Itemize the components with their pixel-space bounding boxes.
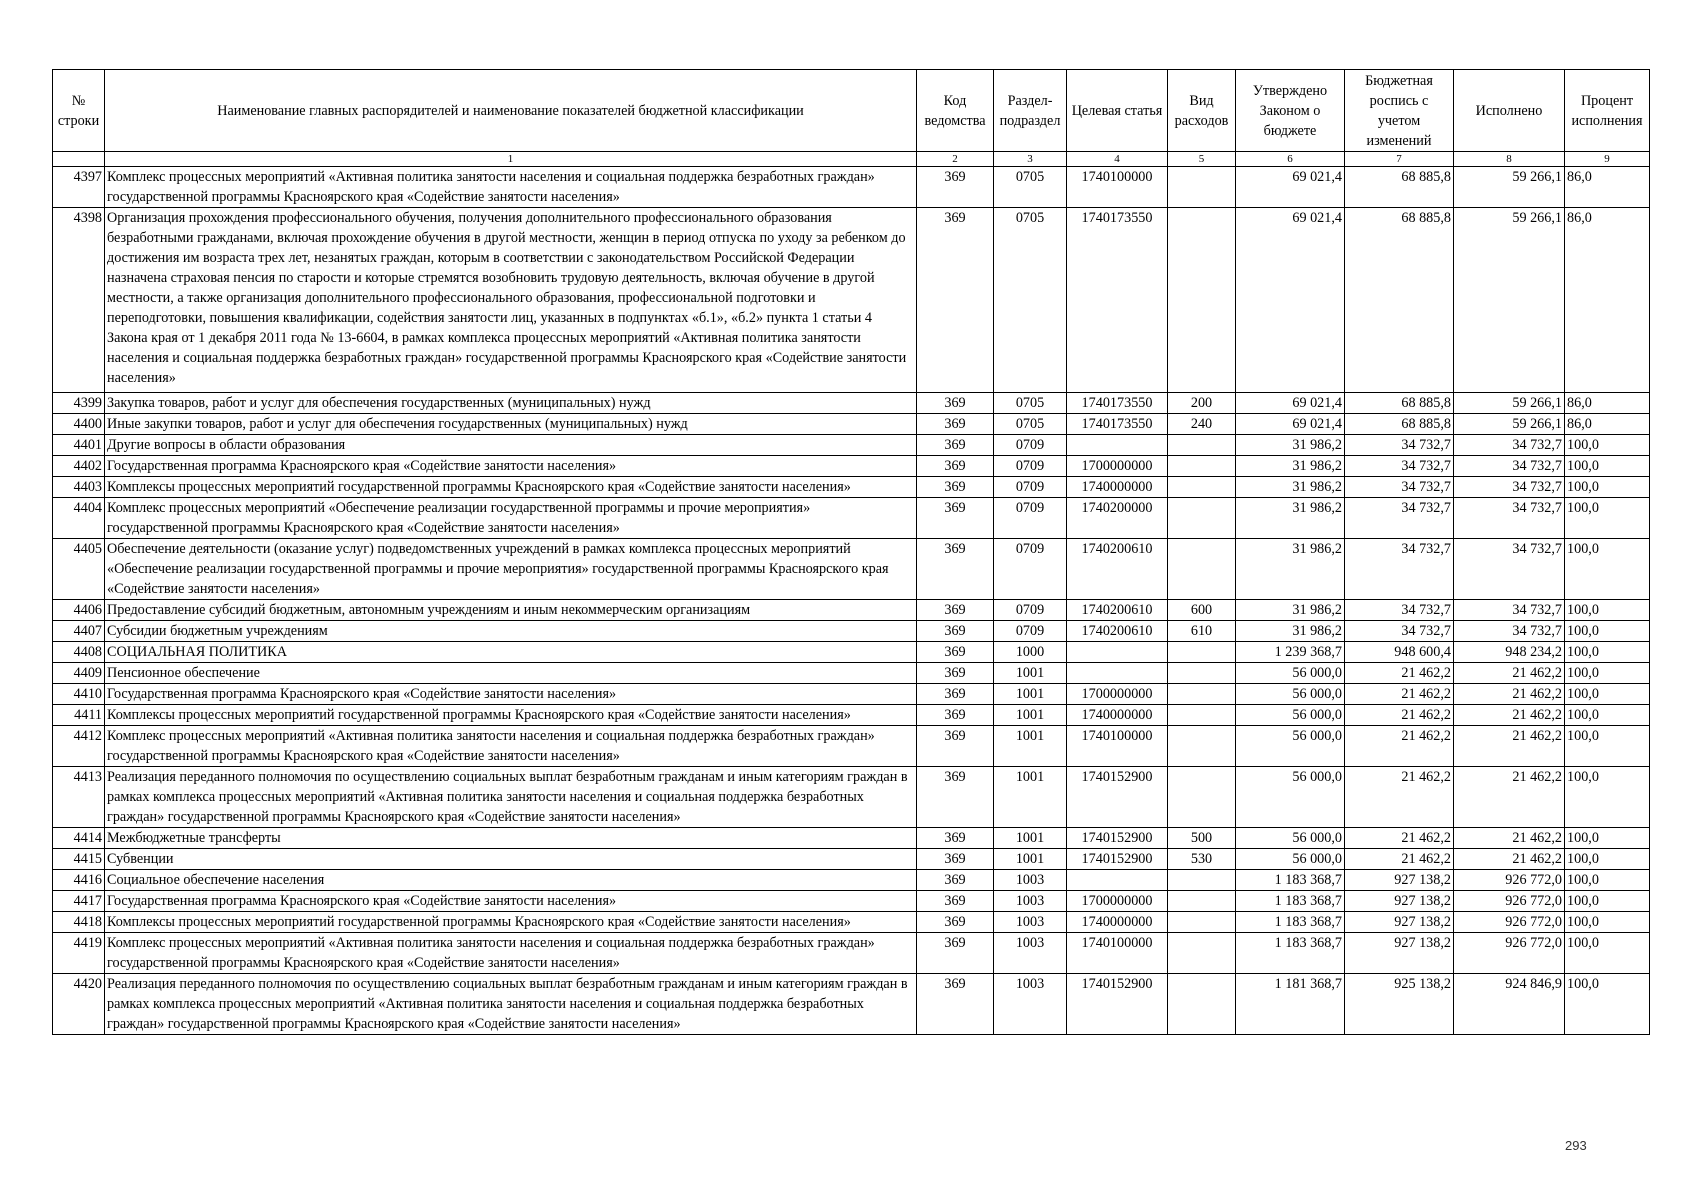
dept-code-cell: 369 (917, 414, 994, 435)
column-number-blank (53, 152, 105, 167)
column-number: 3 (994, 152, 1067, 167)
section-cell: 1003 (994, 974, 1067, 1035)
section-cell: 0705 (994, 167, 1067, 208)
row-name-cell: Пенсионное обеспечение (105, 663, 917, 684)
percent-cell: 86,0 (1565, 167, 1650, 208)
approved-amount-cell: 56 000,0 (1236, 726, 1345, 767)
target-article-cell: 1740173550 (1067, 393, 1168, 414)
row-number-cell: 4403 (53, 477, 105, 498)
budget-amount-cell: 21 462,2 (1345, 767, 1454, 828)
header-section: Раздел-подраздел (994, 70, 1067, 152)
row-name-cell: Реализация переданного полномочия по осуществлению социальных выплат безработным гражданам и иным категориям граждан в рамках комплекса процессных мероприятий «Активная политика занятости населения и социальная поддержка безработных граждан» государственной программы Красноярского края «Содействие занятости населения» (105, 974, 917, 1035)
expense-type-cell (1168, 933, 1236, 974)
section-cell: 0709 (994, 435, 1067, 456)
expense-type-cell (1168, 767, 1236, 828)
target-article-cell: 1700000000 (1067, 891, 1168, 912)
section-cell: 0709 (994, 477, 1067, 498)
header-name: Наименование главных распорядителей и наименование показателей бюджетной классификации (105, 70, 917, 152)
row-number-cell: 4409 (53, 663, 105, 684)
percent-cell: 100,0 (1565, 870, 1650, 891)
budget-amount-cell: 34 732,7 (1345, 477, 1454, 498)
approved-amount-cell: 1 183 368,7 (1236, 912, 1345, 933)
table-row (53, 933, 1650, 974)
target-article-cell: 1700000000 (1067, 684, 1168, 705)
section-cell: 1001 (994, 684, 1067, 705)
dept-code-cell: 369 (917, 456, 994, 477)
approved-amount-cell: 31 986,2 (1236, 621, 1345, 642)
row-number-cell: 4419 (53, 933, 105, 974)
row-name-cell: Комплексы процессных мероприятий государственной программы Красноярского края «Содействие занятости населения» (105, 912, 917, 933)
section-cell: 1001 (994, 849, 1067, 870)
table-row (53, 870, 1650, 891)
row-name-cell: Комплекс процессных мероприятий «Активная политика занятости населения и социальная поддержка безработных граждан» государственной программы Красноярского края «Содействие занятости населения» (105, 933, 917, 974)
executed-amount-cell: 34 732,7 (1454, 456, 1565, 477)
section-cell: 0709 (994, 539, 1067, 600)
target-article-cell: 1740000000 (1067, 477, 1168, 498)
approved-amount-cell: 31 986,2 (1236, 456, 1345, 477)
dept-code-cell: 369 (917, 208, 994, 393)
expense-type-cell (1168, 477, 1236, 498)
budget-amount-cell: 21 462,2 (1345, 828, 1454, 849)
expense-type-cell: 530 (1168, 849, 1236, 870)
budget-amount-cell: 927 138,2 (1345, 891, 1454, 912)
column-number: 7 (1345, 152, 1454, 167)
percent-cell: 100,0 (1565, 684, 1650, 705)
executed-amount-cell: 59 266,1 (1454, 414, 1565, 435)
budget-amount-cell: 21 462,2 (1345, 663, 1454, 684)
percent-cell: 100,0 (1565, 767, 1650, 828)
percent-cell: 100,0 (1565, 849, 1650, 870)
table-row (53, 393, 1650, 414)
table-body (53, 167, 1650, 1035)
row-number-cell: 4398 (53, 208, 105, 393)
budget-amount-cell: 21 462,2 (1345, 726, 1454, 767)
row-name-cell: Комплексы процессных мероприятий государственной программы Красноярского края «Содействие занятости населения» (105, 477, 917, 498)
table-header-row (53, 70, 1650, 152)
row-number-cell: 4420 (53, 974, 105, 1035)
approved-amount-cell: 56 000,0 (1236, 705, 1345, 726)
header-expense-type: Вид расходов (1168, 70, 1236, 152)
budget-amount-cell: 927 138,2 (1345, 870, 1454, 891)
row-name-cell: Государственная программа Красноярского края «Содействие занятости населения» (105, 684, 917, 705)
percent-cell: 100,0 (1565, 663, 1650, 684)
approved-amount-cell: 1 181 368,7 (1236, 974, 1345, 1035)
dept-code-cell: 369 (917, 393, 994, 414)
dept-code-cell: 369 (917, 974, 994, 1035)
row-number-cell: 4400 (53, 414, 105, 435)
section-cell: 1003 (994, 870, 1067, 891)
column-number: 8 (1454, 152, 1565, 167)
expense-type-cell (1168, 912, 1236, 933)
approved-amount-cell: 56 000,0 (1236, 767, 1345, 828)
expense-type-cell (1168, 870, 1236, 891)
percent-cell: 100,0 (1565, 828, 1650, 849)
budget-amount-cell: 68 885,8 (1345, 167, 1454, 208)
section-cell: 0709 (994, 498, 1067, 539)
column-number: 9 (1565, 152, 1650, 167)
approved-amount-cell: 69 021,4 (1236, 414, 1345, 435)
row-number-cell: 4399 (53, 393, 105, 414)
row-name-cell: Иные закупки товаров, работ и услуг для обеспечения государственных (муниципальных) нужд (105, 414, 917, 435)
budget-amount-cell: 927 138,2 (1345, 933, 1454, 974)
percent-cell: 86,0 (1565, 208, 1650, 393)
row-name-cell: Государственная программа Красноярского края «Содействие занятости населения» (105, 456, 917, 477)
expense-type-cell: 200 (1168, 393, 1236, 414)
header-executed: Исполнено (1454, 70, 1565, 152)
section-cell: 1001 (994, 767, 1067, 828)
percent-cell: 100,0 (1565, 891, 1650, 912)
budget-amount-cell: 34 732,7 (1345, 498, 1454, 539)
approved-amount-cell: 31 986,2 (1236, 477, 1345, 498)
row-number-cell: 4407 (53, 621, 105, 642)
row-number-cell: 4417 (53, 891, 105, 912)
expense-type-cell (1168, 208, 1236, 393)
percent-cell: 100,0 (1565, 498, 1650, 539)
approved-amount-cell: 1 183 368,7 (1236, 933, 1345, 974)
target-article-cell (1067, 435, 1168, 456)
approved-amount-cell: 69 021,4 (1236, 393, 1345, 414)
table-row (53, 435, 1650, 456)
target-article-cell: 1740152900 (1067, 974, 1168, 1035)
target-article-cell: 1740100000 (1067, 726, 1168, 767)
section-cell: 0709 (994, 621, 1067, 642)
section-cell: 1003 (994, 891, 1067, 912)
target-article-cell: 1740200000 (1067, 498, 1168, 539)
percent-cell: 100,0 (1565, 726, 1650, 767)
column-number-row (53, 152, 1650, 167)
budget-amount-cell: 68 885,8 (1345, 414, 1454, 435)
executed-amount-cell: 21 462,2 (1454, 705, 1565, 726)
table-row (53, 621, 1650, 642)
expense-type-cell: 610 (1168, 621, 1236, 642)
approved-amount-cell: 1 239 368,7 (1236, 642, 1345, 663)
percent-cell: 100,0 (1565, 705, 1650, 726)
table-row (53, 767, 1650, 828)
executed-amount-cell: 59 266,1 (1454, 167, 1565, 208)
header-dept-code: Код ведомства (917, 70, 994, 152)
expense-type-cell: 500 (1168, 828, 1236, 849)
column-number: 6 (1236, 152, 1345, 167)
row-name-cell: Субсидии бюджетным учреждениям (105, 621, 917, 642)
expense-type-cell (1168, 891, 1236, 912)
dept-code-cell: 369 (917, 539, 994, 600)
expense-type-cell (1168, 456, 1236, 477)
executed-amount-cell: 926 772,0 (1454, 933, 1565, 974)
dept-code-cell: 369 (917, 498, 994, 539)
executed-amount-cell: 34 732,7 (1454, 477, 1565, 498)
percent-cell: 100,0 (1565, 933, 1650, 974)
row-name-cell: Комплекс процессных мероприятий «Активная политика занятости населения и социальная поддержка безработных граждан» государственной программы Красноярского края «Содействие занятости населения» (105, 726, 917, 767)
percent-cell: 86,0 (1565, 414, 1650, 435)
table-row (53, 477, 1650, 498)
executed-amount-cell: 926 772,0 (1454, 870, 1565, 891)
percent-cell: 100,0 (1565, 600, 1650, 621)
target-article-cell: 1740000000 (1067, 705, 1168, 726)
section-cell: 1001 (994, 705, 1067, 726)
executed-amount-cell: 34 732,7 (1454, 621, 1565, 642)
table-row (53, 414, 1650, 435)
section-cell: 1000 (994, 642, 1067, 663)
row-name-cell: Комплексы процессных мероприятий государственной программы Красноярского края «Содействие занятости населения» (105, 705, 917, 726)
executed-amount-cell: 59 266,1 (1454, 393, 1565, 414)
approved-amount-cell: 56 000,0 (1236, 684, 1345, 705)
header-percent: Процент исполнения (1565, 70, 1650, 152)
row-name-cell: Государственная программа Красноярского края «Содействие занятости населения» (105, 891, 917, 912)
table-row (53, 208, 1650, 393)
budget-amount-cell: 21 462,2 (1345, 849, 1454, 870)
dept-code-cell: 369 (917, 435, 994, 456)
approved-amount-cell: 1 183 368,7 (1236, 891, 1345, 912)
executed-amount-cell: 948 234,2 (1454, 642, 1565, 663)
dept-code-cell: 369 (917, 912, 994, 933)
row-number-cell: 4406 (53, 600, 105, 621)
row-name-cell: Другие вопросы в области образования (105, 435, 917, 456)
section-cell: 1001 (994, 726, 1067, 767)
section-cell: 1001 (994, 663, 1067, 684)
header-approved: Утверждено Законом о бюджете (1236, 70, 1345, 152)
table-row (53, 167, 1650, 208)
expense-type-cell (1168, 642, 1236, 663)
dept-code-cell: 369 (917, 167, 994, 208)
table-row (53, 974, 1650, 1035)
table-row (53, 912, 1650, 933)
section-cell: 0709 (994, 456, 1067, 477)
executed-amount-cell: 21 462,2 (1454, 849, 1565, 870)
table-row (53, 600, 1650, 621)
expense-type-cell: 240 (1168, 414, 1236, 435)
budget-amount-cell: 21 462,2 (1345, 705, 1454, 726)
budget-amount-cell: 34 732,7 (1345, 456, 1454, 477)
dept-code-cell: 369 (917, 767, 994, 828)
table-row (53, 849, 1650, 870)
executed-amount-cell: 34 732,7 (1454, 435, 1565, 456)
section-cell: 0709 (994, 600, 1067, 621)
table-row (53, 498, 1650, 539)
row-number-cell: 4415 (53, 849, 105, 870)
executed-amount-cell: 59 266,1 (1454, 208, 1565, 393)
column-number: 1 (105, 152, 917, 167)
percent-cell: 100,0 (1565, 539, 1650, 600)
approved-amount-cell: 31 986,2 (1236, 498, 1345, 539)
approved-amount-cell: 69 021,4 (1236, 208, 1345, 393)
approved-amount-cell: 31 986,2 (1236, 600, 1345, 621)
table-row (53, 456, 1650, 477)
budget-amount-cell: 925 138,2 (1345, 974, 1454, 1035)
dept-code-cell: 369 (917, 828, 994, 849)
percent-cell: 100,0 (1565, 642, 1650, 663)
budget-amount-cell: 68 885,8 (1345, 393, 1454, 414)
row-number-cell: 4411 (53, 705, 105, 726)
row-name-cell: Комплекс процессных мероприятий «Активная политика занятости населения и социальная поддержка безработных граждан» государственной программы Красноярского края «Содействие занятости населения» (105, 167, 917, 208)
budget-execution-table (52, 69, 1650, 1035)
row-name-cell: Организация прохождения профессионального обучения, получения дополнительного профессионального образования безработными гражданами, включая прохождение обучения в другой местности, женщин в период отпуска по уходу за ребенком до достижения им возраста трех лет, незанятых граждан, которым в соответствии с законодательством Российской Федерации назначена страховая пенсия по старости и которые стремятся возобновить трудовую деятельность, включая обучение в другой местности, а также организация дополнительного профессионального образования, профессиональной подготовки и переподготовки, повышения квалификации, содействия занятости лиц, указанных в подпунктах «б.1», «б.2» пункта 1 статьи 4 Закона края от 1 декабря 2011 года № 13-6604, в рамках комплекса процессных мероприятий «Активная политика занятости населения и социальная поддержка безработных граждан» государственной программы Красноярского края «Содействие занятости населения» (105, 208, 917, 393)
dept-code-cell: 369 (917, 621, 994, 642)
approved-amount-cell: 69 021,4 (1236, 167, 1345, 208)
percent-cell: 100,0 (1565, 912, 1650, 933)
target-article-cell: 1700000000 (1067, 456, 1168, 477)
column-number: 4 (1067, 152, 1168, 167)
executed-amount-cell: 21 462,2 (1454, 726, 1565, 767)
executed-amount-cell: 34 732,7 (1454, 539, 1565, 600)
expense-type-cell: 600 (1168, 600, 1236, 621)
budget-amount-cell: 34 732,7 (1345, 435, 1454, 456)
budget-amount-cell: 34 732,7 (1345, 621, 1454, 642)
row-number-cell: 4404 (53, 498, 105, 539)
column-number: 2 (917, 152, 994, 167)
section-cell: 1003 (994, 933, 1067, 974)
executed-amount-cell: 21 462,2 (1454, 663, 1565, 684)
dept-code-cell: 369 (917, 642, 994, 663)
dept-code-cell: 369 (917, 477, 994, 498)
section-cell: 1003 (994, 912, 1067, 933)
row-name-cell: СОЦИАЛЬНАЯ ПОЛИТИКА (105, 642, 917, 663)
row-name-cell: Субвенции (105, 849, 917, 870)
target-article-cell: 1740200610 (1067, 600, 1168, 621)
percent-cell: 100,0 (1565, 477, 1650, 498)
dept-code-cell: 369 (917, 870, 994, 891)
target-article-cell (1067, 663, 1168, 684)
dept-code-cell: 369 (917, 933, 994, 974)
executed-amount-cell: 34 732,7 (1454, 498, 1565, 539)
expense-type-cell (1168, 974, 1236, 1035)
expense-type-cell (1168, 726, 1236, 767)
target-article-cell: 1740152900 (1067, 828, 1168, 849)
page-number: 293 (1565, 1138, 1587, 1153)
expense-type-cell (1168, 167, 1236, 208)
row-number-cell: 4401 (53, 435, 105, 456)
target-article-cell: 1740152900 (1067, 849, 1168, 870)
table-row (53, 539, 1650, 600)
budget-amount-cell: 68 885,8 (1345, 208, 1454, 393)
budget-amount-cell: 34 732,7 (1345, 600, 1454, 621)
target-article-cell: 1740000000 (1067, 912, 1168, 933)
section-cell: 0705 (994, 414, 1067, 435)
dept-code-cell: 369 (917, 684, 994, 705)
header-budget-schedule: Бюджетная роспись с учетом изменений (1345, 70, 1454, 152)
table-row (53, 705, 1650, 726)
budget-amount-cell: 34 732,7 (1345, 539, 1454, 600)
table-row (53, 663, 1650, 684)
row-number-cell: 4405 (53, 539, 105, 600)
table-row (53, 642, 1650, 663)
percent-cell: 100,0 (1565, 435, 1650, 456)
percent-cell: 100,0 (1565, 621, 1650, 642)
expense-type-cell (1168, 705, 1236, 726)
row-number-cell: 4416 (53, 870, 105, 891)
target-article-cell (1067, 642, 1168, 663)
table-row (53, 726, 1650, 767)
row-name-cell: Предоставление субсидий бюджетным, автономным учреждениям и иным некоммерческим организациям (105, 600, 917, 621)
row-name-cell: Социальное обеспечение населения (105, 870, 917, 891)
expense-type-cell (1168, 435, 1236, 456)
section-cell: 0705 (994, 393, 1067, 414)
approved-amount-cell: 56 000,0 (1236, 849, 1345, 870)
row-name-cell: Комплекс процессных мероприятий «Обеспечение реализации государственной программы и прочие мероприятия» государственной программы Красноярского края «Содействие занятости населения» (105, 498, 917, 539)
target-article-cell: 1740200610 (1067, 539, 1168, 600)
row-name-cell: Реализация переданного полномочия по осуществлению социальных выплат безработным гражданам и иным категориям граждан в рамках комплекса процессных мероприятий «Активная политика занятости населения и социальная поддержка безработных граждан» государственной программы Красноярского края «Содействие занятости населения» (105, 767, 917, 828)
target-article-cell: 1740152900 (1067, 767, 1168, 828)
expense-type-cell (1168, 498, 1236, 539)
dept-code-cell: 369 (917, 849, 994, 870)
target-article-cell: 1740173550 (1067, 208, 1168, 393)
percent-cell: 100,0 (1565, 974, 1650, 1035)
expense-type-cell (1168, 663, 1236, 684)
header-row-number: № строки (53, 70, 105, 152)
dept-code-cell: 369 (917, 705, 994, 726)
approved-amount-cell: 56 000,0 (1236, 663, 1345, 684)
executed-amount-cell: 21 462,2 (1454, 684, 1565, 705)
row-number-cell: 4413 (53, 767, 105, 828)
row-number-cell: 4402 (53, 456, 105, 477)
header-target-article: Целевая статья (1067, 70, 1168, 152)
approved-amount-cell: 1 183 368,7 (1236, 870, 1345, 891)
target-article-cell: 1740100000 (1067, 933, 1168, 974)
dept-code-cell: 369 (917, 891, 994, 912)
approved-amount-cell: 31 986,2 (1236, 539, 1345, 600)
expense-type-cell (1168, 539, 1236, 600)
dept-code-cell: 369 (917, 600, 994, 621)
row-number-cell: 4408 (53, 642, 105, 663)
percent-cell: 100,0 (1565, 456, 1650, 477)
section-cell: 1001 (994, 828, 1067, 849)
target-article-cell (1067, 870, 1168, 891)
executed-amount-cell: 926 772,0 (1454, 891, 1565, 912)
row-name-cell: Межбюджетные трансферты (105, 828, 917, 849)
target-article-cell: 1740100000 (1067, 167, 1168, 208)
table-row (53, 891, 1650, 912)
executed-amount-cell: 21 462,2 (1454, 828, 1565, 849)
percent-cell: 86,0 (1565, 393, 1650, 414)
budget-amount-cell: 21 462,2 (1345, 684, 1454, 705)
budget-amount-cell: 948 600,4 (1345, 642, 1454, 663)
approved-amount-cell: 56 000,0 (1236, 828, 1345, 849)
table-row (53, 828, 1650, 849)
row-number-cell: 4410 (53, 684, 105, 705)
row-number-cell: 4414 (53, 828, 105, 849)
target-article-cell: 1740173550 (1067, 414, 1168, 435)
row-number-cell: 4397 (53, 167, 105, 208)
dept-code-cell: 369 (917, 726, 994, 767)
row-number-cell: 4412 (53, 726, 105, 767)
approved-amount-cell: 31 986,2 (1236, 435, 1345, 456)
executed-amount-cell: 34 732,7 (1454, 600, 1565, 621)
row-number-cell: 4418 (53, 912, 105, 933)
executed-amount-cell: 926 772,0 (1454, 912, 1565, 933)
dept-code-cell: 369 (917, 663, 994, 684)
expense-type-cell (1168, 684, 1236, 705)
section-cell: 0705 (994, 208, 1067, 393)
executed-amount-cell: 21 462,2 (1454, 767, 1565, 828)
budget-amount-cell: 927 138,2 (1345, 912, 1454, 933)
target-article-cell: 1740200610 (1067, 621, 1168, 642)
column-number: 5 (1168, 152, 1236, 167)
table-row (53, 684, 1650, 705)
row-name-cell: Закупка товаров, работ и услуг для обеспечения государственных (муниципальных) нужд (105, 393, 917, 414)
row-name-cell: Обеспечение деятельности (оказание услуг) подведомственных учреждений в рамках комплекса процессных мероприятий «Обеспечение реализации государственной программы и прочие мероприятия» государственной программы Красноярского края «Содействие занятости населения» (105, 539, 917, 600)
executed-amount-cell: 924 846,9 (1454, 974, 1565, 1035)
